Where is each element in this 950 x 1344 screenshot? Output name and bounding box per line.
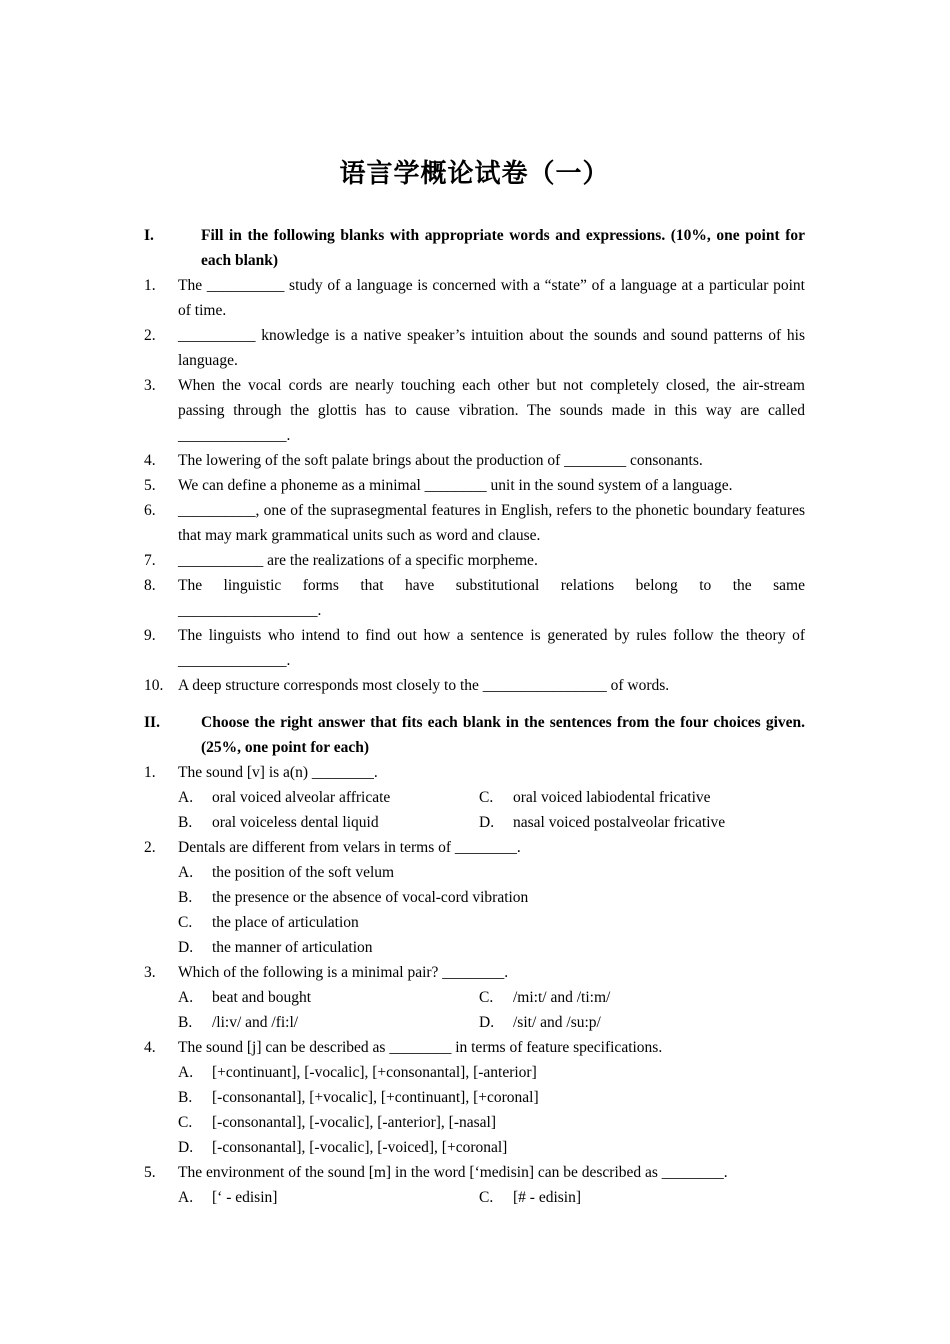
section-1-heading: [144, 223, 805, 273]
option-text: the place of articulation: [212, 914, 359, 931]
answer-option: [178, 910, 359, 935]
fill-blank-item: [144, 548, 805, 573]
item-text: __________ knowledge is a native speaker’s intuition about the sounds and sound patterns of his language.: [178, 327, 805, 369]
question: [144, 960, 805, 985]
option-letter: C.: [479, 1189, 494, 1206]
answer-option: [178, 1135, 507, 1160]
option-text: [‘ - edisin]: [212, 1189, 278, 1206]
fill-blank-item: [144, 473, 805, 498]
answer-option: [178, 1085, 539, 1110]
answer-option: [178, 1110, 496, 1135]
item-number: 3.: [144, 377, 156, 394]
question-number: 3.: [144, 964, 156, 981]
option-letter: B.: [178, 814, 193, 831]
option-letter: B.: [178, 889, 193, 906]
answer-option: [479, 810, 780, 835]
question: [144, 1160, 805, 1185]
item-text: __________, one of the suprasegmental features in English, refers to the phonetic boundary features that may mark grammatical units such as word and clause.: [178, 502, 805, 544]
fill-blank-item: [144, 373, 805, 448]
answer-option: [178, 935, 373, 960]
answer-options: [144, 785, 805, 835]
answer-options: [144, 860, 805, 960]
question: [144, 835, 805, 860]
question-text: Which of the following is a minimal pair? ________.: [178, 964, 509, 981]
section-instructions: Fill in the following blanks with appropriate words and expressions. (10%, one point for each blank): [201, 227, 805, 269]
answer-options: [144, 1060, 805, 1160]
item-text: The lowering of the soft palate brings about the production of ________ consonants.: [178, 452, 703, 469]
option-letter: D.: [178, 1139, 194, 1156]
answer-option: [479, 1010, 780, 1035]
answer-option: [178, 885, 528, 910]
option-text: the manner of articulation: [212, 939, 373, 956]
answer-option: [178, 1185, 479, 1210]
exam-title: 语言学概论试卷（一）: [339, 159, 610, 189]
option-text: oral voiced alveolar affricate: [212, 789, 391, 806]
option-letter: C.: [178, 914, 193, 931]
option-letter: C.: [479, 789, 494, 806]
answer-option: [479, 1185, 780, 1210]
question: [144, 760, 805, 785]
answer-option: [178, 1010, 479, 1035]
section-instructions: Choose the right answer that fits each blank in the sentences from the four choices given. (25%, one point for each): [201, 714, 805, 756]
option-letter: A.: [178, 1189, 194, 1206]
option-letter: D.: [479, 1014, 495, 1031]
option-letter: A.: [178, 1064, 194, 1081]
item-text: A deep structure corresponds most closely to the ________________ of words.: [178, 677, 670, 694]
option-text: /li:v/ and /fi:l/: [212, 1014, 299, 1031]
question-number: 5.: [144, 1164, 156, 1181]
fill-blank-item: [144, 323, 805, 373]
question-text: Dentals are different from velars in terms of ________.: [178, 839, 521, 856]
option-letter: D.: [178, 939, 194, 956]
section-2-heading: [144, 710, 805, 760]
option-letter: C.: [479, 989, 494, 1006]
option-text: nasal voiced postalveolar fricative: [513, 814, 726, 831]
fill-blank-item: [144, 673, 805, 698]
option-text: the presence or the absence of vocal-cord vibration: [212, 889, 529, 906]
answer-option: [479, 785, 780, 810]
section-number: I.: [144, 227, 154, 244]
option-text: [-consonantal], [-vocalic], [-anterior], [-nasal]: [212, 1114, 497, 1131]
item-text: We can define a phoneme as a minimal ________ unit in the sound system of a language.: [178, 477, 733, 494]
item-number: 5.: [144, 477, 156, 494]
answer-option: [178, 1060, 537, 1085]
item-text: The __________ study of a language is concerned with a “state” of a language at a particular point of time.: [178, 277, 805, 319]
option-letter: A.: [178, 989, 194, 1006]
fill-blank-item: [144, 573, 805, 623]
item-text-continuation: __________________.: [178, 602, 322, 619]
item-number: 4.: [144, 452, 156, 469]
question: [144, 1035, 805, 1060]
question-number: 4.: [144, 1039, 156, 1056]
fill-blank-item: [144, 448, 805, 473]
option-letter: A.: [178, 789, 194, 806]
item-number: 1.: [144, 277, 156, 294]
answer-option: [178, 860, 394, 885]
option-letter: C.: [178, 1114, 193, 1131]
option-letter: D.: [479, 814, 495, 831]
answer-options: [144, 985, 805, 1035]
option-letter: B.: [178, 1089, 193, 1106]
item-text: The linguists who intend to find out how a sentence is generated by rules follow the theory of ______________.: [178, 627, 805, 669]
question-text: The sound [j] can be described as ________ in terms of feature specifications.: [178, 1039, 663, 1056]
item-number: 2.: [144, 327, 156, 344]
option-text: oral voiceless dental liquid: [212, 814, 379, 831]
option-text: [-consonantal], [+vocalic], [+continuant], [+coronal]: [212, 1089, 539, 1106]
item-number: 9.: [144, 627, 156, 644]
item-text: The linguistic forms that have substitutional relations belong to the same: [178, 577, 805, 594]
option-text: [+continuant], [-vocalic], [+consonantal], [-anterior]: [212, 1064, 537, 1081]
item-number: 8.: [144, 577, 156, 594]
answer-option: [178, 785, 479, 810]
fill-blank-item: [144, 623, 805, 673]
option-text: oral voiced labiodental fricative: [513, 789, 711, 806]
option-letter: A.: [178, 864, 194, 881]
item-number: 7.: [144, 552, 156, 569]
fill-blank-item: [144, 498, 805, 548]
answer-option: [178, 985, 479, 1010]
question-number: 2.: [144, 839, 156, 856]
fill-blank-item: [144, 273, 805, 323]
question-text: The environment of the sound [m] in the word [‘medisin] can be described as ________.: [178, 1164, 728, 1181]
question-text: The sound [v] is a(n) ________.: [178, 764, 378, 781]
answer-options: [144, 1185, 805, 1210]
option-text: [# - edisin]: [513, 1189, 582, 1206]
option-text: beat and bought: [212, 989, 312, 1006]
item-number: 10.: [144, 677, 164, 694]
option-letter: B.: [178, 1014, 193, 1031]
option-text: the position of the soft velum: [212, 864, 395, 881]
option-text: /sit/ and /su:p/: [513, 1014, 601, 1031]
item-number: 6.: [144, 502, 156, 519]
option-text: /mi:t/ and /ti:m/: [513, 989, 611, 1006]
answer-option: [479, 985, 780, 1010]
exam-page: [144, 155, 805, 1210]
item-text: ___________ are the realizations of a specific morpheme.: [178, 552, 538, 569]
option-text: [-consonantal], [-vocalic], [-voiced], [+coronal]: [212, 1139, 508, 1156]
section-number: II.: [144, 714, 160, 731]
question-number: 1.: [144, 764, 156, 781]
answer-option: [178, 810, 479, 835]
item-text: When the vocal cords are nearly touching each other but not completely closed, the air-stream passing through the glottis has to cause vibration. The sounds made in this way are called ______________.: [178, 377, 805, 444]
